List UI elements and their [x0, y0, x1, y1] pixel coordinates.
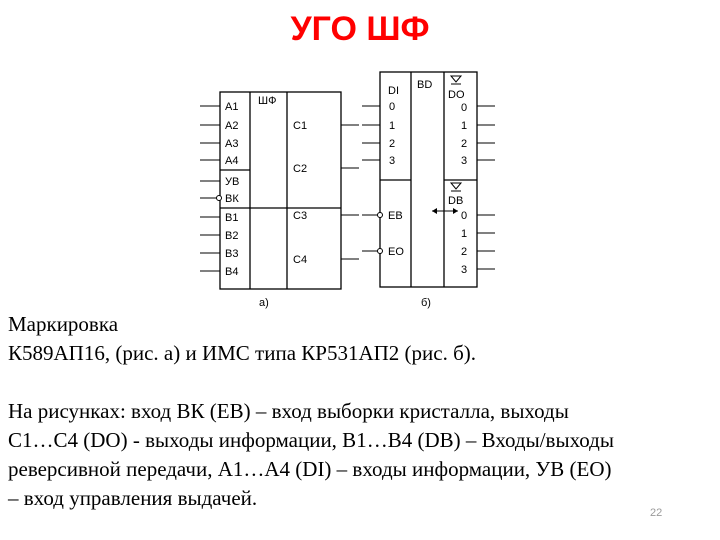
pin-c2: C2 — [293, 163, 308, 175]
caption-b: б) — [421, 297, 431, 309]
do-header: DO — [448, 89, 465, 101]
do-0: 0 — [461, 102, 468, 114]
pin-a1: A1 — [225, 101, 239, 113]
chip-a-symbol: ШФ — [258, 95, 277, 107]
pin-b1: B1 — [225, 212, 239, 224]
di-3: 3 — [389, 155, 396, 167]
di-1: 1 — [389, 120, 396, 132]
pin-eo: EO — [388, 246, 404, 258]
eo-inverted-marker — [378, 249, 383, 254]
pin-c4: C4 — [293, 254, 308, 266]
pin-c3: C3 — [293, 210, 308, 222]
pin-b3: B3 — [225, 248, 239, 260]
db-header: DB — [448, 195, 464, 207]
pin-a2: A2 — [225, 120, 239, 132]
inverted-input-marker — [217, 196, 222, 201]
slide-text — [8, 310, 712, 513]
db-0: 0 — [461, 210, 468, 222]
pin-c1: C1 — [293, 120, 308, 132]
db-tristate-icon — [451, 183, 461, 191]
pin-a3: A3 — [225, 138, 239, 150]
caption-a: а) — [259, 297, 269, 309]
text-p2-line1: На рисунках: вход ВК (EB) – вход выборки кристалла, выходы — [8, 399, 569, 423]
page-number: 22 — [650, 507, 663, 519]
do-2: 2 — [461, 138, 468, 150]
di-0: 0 — [389, 101, 396, 113]
do-3: 3 — [461, 155, 468, 167]
db-1: 1 — [461, 228, 468, 240]
di-2: 2 — [389, 138, 396, 150]
text-p1-line1: Маркировка — [8, 312, 119, 336]
figure-b — [362, 72, 495, 309]
pin-b4: B4 — [225, 266, 239, 278]
slide-title: УГО ШФ — [290, 10, 430, 48]
pin-b2: B2 — [225, 230, 239, 242]
di-header: DI — [388, 85, 399, 97]
db-2: 2 — [461, 246, 468, 258]
pin-a4: A4 — [225, 155, 239, 167]
do-1: 1 — [461, 120, 468, 132]
text-p2-line4: – вход управления выдачей. — [8, 486, 258, 510]
do-tristate-icon — [451, 76, 461, 84]
figure-a — [200, 92, 359, 309]
pin-uv: УВ — [225, 176, 240, 188]
pin-vk: ВК — [225, 193, 239, 205]
text-p2-line2: C1…C4 (DO) - выходы информации, B1…B4 (DB) – Входы/выходы — [8, 428, 614, 452]
pin-eb: EB — [388, 210, 403, 222]
chip-b-symbol: BD — [417, 79, 433, 91]
text-p1-line2: К589АП16, (рис. а) и ИМС типа КР531АП2 (рис. б). — [8, 341, 477, 365]
text-p2-line3: реверсивной передачи, A1…A4 (DI) – входы информации, УВ (EO) — [8, 457, 612, 481]
bidirectional-arrow-icon — [432, 208, 458, 214]
eb-inverted-marker — [378, 213, 383, 218]
db-3: 3 — [461, 264, 468, 276]
